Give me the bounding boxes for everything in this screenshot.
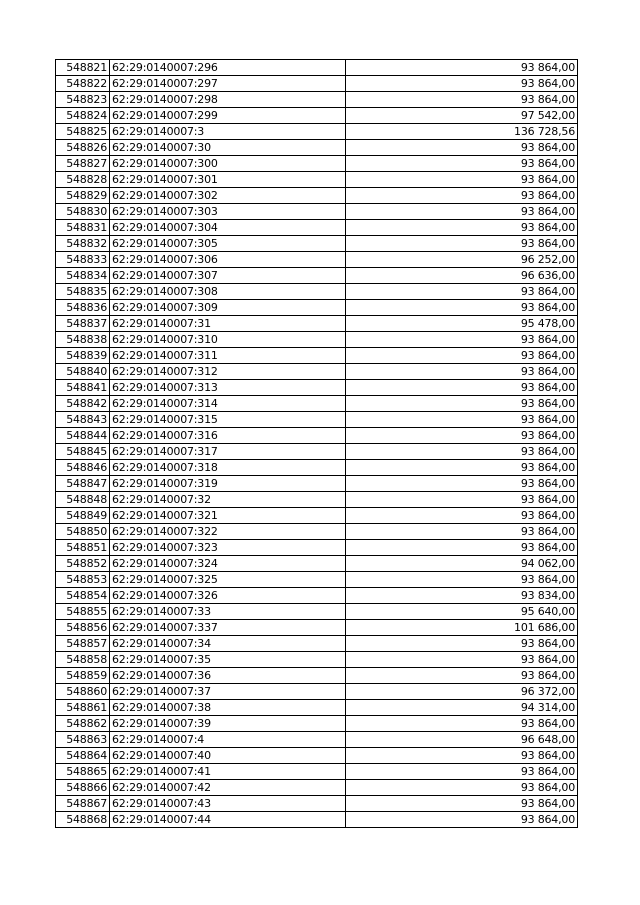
cadastral-number-cell: 62:29:0140007:44 — [110, 812, 346, 828]
row-id-cell: 548865 — [56, 764, 110, 780]
cadastral-number-cell: 62:29:0140007:35 — [110, 652, 346, 668]
table-row — [56, 76, 578, 92]
row-id-cell: 548850 — [56, 524, 110, 540]
table-row — [56, 92, 578, 108]
table-row — [56, 396, 578, 412]
table-row — [56, 732, 578, 748]
table-row — [56, 476, 578, 492]
value-cell: 93 864,00 — [346, 812, 578, 828]
table-row — [56, 332, 578, 348]
cadastral-number-cell: 62:29:0140007:317 — [110, 444, 346, 460]
value-cell: 94 062,00 — [346, 556, 578, 572]
row-id-cell: 548828 — [56, 172, 110, 188]
cadastral-number-cell: 62:29:0140007:305 — [110, 236, 346, 252]
cadastral-number-cell: 62:29:0140007:307 — [110, 268, 346, 284]
table-row — [56, 444, 578, 460]
table-row — [56, 348, 578, 364]
table-row — [56, 636, 578, 652]
value-cell: 136 728,56 — [346, 124, 578, 140]
cadastral-number-cell: 62:29:0140007:322 — [110, 524, 346, 540]
table-row — [56, 652, 578, 668]
value-cell: 93 864,00 — [346, 92, 578, 108]
table-row — [56, 204, 578, 220]
cadastral-number-cell: 62:29:0140007:36 — [110, 668, 346, 684]
cadastral-number-cell: 62:29:0140007:3 — [110, 124, 346, 140]
value-cell: 93 864,00 — [346, 188, 578, 204]
value-cell: 95 640,00 — [346, 604, 578, 620]
value-cell: 96 648,00 — [346, 732, 578, 748]
value-cell: 94 314,00 — [346, 700, 578, 716]
cadastral-number-cell: 62:29:0140007:302 — [110, 188, 346, 204]
value-cell: 93 864,00 — [346, 412, 578, 428]
table-row — [56, 412, 578, 428]
table-row — [56, 156, 578, 172]
value-cell: 93 864,00 — [346, 572, 578, 588]
table-row — [56, 284, 578, 300]
table-row — [56, 748, 578, 764]
value-cell: 93 864,00 — [346, 364, 578, 380]
cadastral-number-cell: 62:29:0140007:315 — [110, 412, 346, 428]
cadastral-number-cell: 62:29:0140007:41 — [110, 764, 346, 780]
row-id-cell: 548866 — [56, 780, 110, 796]
value-cell: 93 864,00 — [346, 76, 578, 92]
row-id-cell: 548825 — [56, 124, 110, 140]
cadastral-number-cell: 62:29:0140007:325 — [110, 572, 346, 588]
row-id-cell: 548859 — [56, 668, 110, 684]
cadastral-number-cell: 62:29:0140007:314 — [110, 396, 346, 412]
table-row — [56, 316, 578, 332]
cadastral-value-table — [55, 59, 578, 828]
row-id-cell: 548853 — [56, 572, 110, 588]
table-row — [56, 236, 578, 252]
row-id-cell: 548830 — [56, 204, 110, 220]
value-cell: 96 372,00 — [346, 684, 578, 700]
row-id-cell: 548842 — [56, 396, 110, 412]
row-id-cell: 548862 — [56, 716, 110, 732]
table-row — [56, 172, 578, 188]
cadastral-number-cell: 62:29:0140007:301 — [110, 172, 346, 188]
row-id-cell: 548858 — [56, 652, 110, 668]
row-id-cell: 548826 — [56, 140, 110, 156]
cadastral-number-cell: 62:29:0140007:32 — [110, 492, 346, 508]
value-cell: 93 864,00 — [346, 380, 578, 396]
table-row — [56, 796, 578, 812]
table-row — [56, 540, 578, 556]
row-id-cell: 548852 — [56, 556, 110, 572]
table-row — [56, 780, 578, 796]
value-cell: 93 864,00 — [346, 60, 578, 76]
value-cell: 93 864,00 — [346, 172, 578, 188]
value-cell: 93 864,00 — [346, 508, 578, 524]
table-row — [56, 764, 578, 780]
row-id-cell: 548847 — [56, 476, 110, 492]
value-cell: 101 686,00 — [346, 620, 578, 636]
value-cell: 93 864,00 — [346, 236, 578, 252]
table-row — [56, 220, 578, 236]
table-row — [56, 604, 578, 620]
cadastral-number-cell: 62:29:0140007:296 — [110, 60, 346, 76]
value-cell: 93 864,00 — [346, 796, 578, 812]
value-cell: 97 542,00 — [346, 108, 578, 124]
table-row — [56, 684, 578, 700]
value-cell: 93 864,00 — [346, 636, 578, 652]
table-row — [56, 572, 578, 588]
value-cell: 96 636,00 — [346, 268, 578, 284]
table-row — [56, 620, 578, 636]
cadastral-number-cell: 62:29:0140007:43 — [110, 796, 346, 812]
row-id-cell: 548861 — [56, 700, 110, 716]
value-cell: 93 864,00 — [346, 652, 578, 668]
row-id-cell: 548856 — [56, 620, 110, 636]
row-id-cell: 548864 — [56, 748, 110, 764]
row-id-cell: 548860 — [56, 684, 110, 700]
table-row — [56, 60, 578, 76]
row-id-cell: 548857 — [56, 636, 110, 652]
value-cell: 93 864,00 — [346, 396, 578, 412]
row-id-cell: 548867 — [56, 796, 110, 812]
cadastral-number-cell: 62:29:0140007:297 — [110, 76, 346, 92]
cadastral-number-cell: 62:29:0140007:42 — [110, 780, 346, 796]
table-row — [56, 252, 578, 268]
cadastral-number-cell: 62:29:0140007:30 — [110, 140, 346, 156]
value-cell: 93 864,00 — [346, 348, 578, 364]
row-id-cell: 548843 — [56, 412, 110, 428]
table-row — [56, 492, 578, 508]
cadastral-number-cell: 62:29:0140007:33 — [110, 604, 346, 620]
cadastral-number-cell: 62:29:0140007:324 — [110, 556, 346, 572]
table-row — [56, 460, 578, 476]
row-id-cell: 548839 — [56, 348, 110, 364]
cadastral-number-cell: 62:29:0140007:37 — [110, 684, 346, 700]
cadastral-number-cell: 62:29:0140007:318 — [110, 460, 346, 476]
cadastral-number-cell: 62:29:0140007:309 — [110, 300, 346, 316]
document-page — [55, 59, 577, 828]
row-id-cell: 548824 — [56, 108, 110, 124]
cadastral-number-cell: 62:29:0140007:337 — [110, 620, 346, 636]
value-cell: 93 864,00 — [346, 748, 578, 764]
value-cell: 93 864,00 — [346, 716, 578, 732]
value-cell: 93 864,00 — [346, 476, 578, 492]
table-row — [56, 364, 578, 380]
cadastral-number-cell: 62:29:0140007:4 — [110, 732, 346, 748]
table-row — [56, 556, 578, 572]
row-id-cell: 548834 — [56, 268, 110, 284]
value-cell: 93 864,00 — [346, 156, 578, 172]
cadastral-number-cell: 62:29:0140007:323 — [110, 540, 346, 556]
value-cell: 95 478,00 — [346, 316, 578, 332]
table-row — [56, 300, 578, 316]
value-cell: 93 864,00 — [346, 492, 578, 508]
row-id-cell: 548844 — [56, 428, 110, 444]
table-body — [56, 60, 578, 828]
value-cell: 96 252,00 — [346, 252, 578, 268]
cadastral-number-cell: 62:29:0140007:39 — [110, 716, 346, 732]
row-id-cell: 548868 — [56, 812, 110, 828]
value-cell: 93 864,00 — [346, 220, 578, 236]
row-id-cell: 548854 — [56, 588, 110, 604]
cadastral-number-cell: 62:29:0140007:306 — [110, 252, 346, 268]
table-row — [56, 428, 578, 444]
cadastral-number-cell: 62:29:0140007:38 — [110, 700, 346, 716]
row-id-cell: 548837 — [56, 316, 110, 332]
value-cell: 93 864,00 — [346, 780, 578, 796]
value-cell: 93 864,00 — [346, 284, 578, 300]
row-id-cell: 548829 — [56, 188, 110, 204]
value-cell: 93 864,00 — [346, 668, 578, 684]
row-id-cell: 548833 — [56, 252, 110, 268]
row-id-cell: 548827 — [56, 156, 110, 172]
table-row — [56, 188, 578, 204]
row-id-cell: 548835 — [56, 284, 110, 300]
table-row — [56, 700, 578, 716]
row-id-cell: 548846 — [56, 460, 110, 476]
value-cell: 93 864,00 — [346, 444, 578, 460]
cadastral-number-cell: 62:29:0140007:308 — [110, 284, 346, 300]
row-id-cell: 548823 — [56, 92, 110, 108]
cadastral-number-cell: 62:29:0140007:312 — [110, 364, 346, 380]
table-row — [56, 380, 578, 396]
row-id-cell: 548851 — [56, 540, 110, 556]
row-id-cell: 548840 — [56, 364, 110, 380]
value-cell: 93 864,00 — [346, 764, 578, 780]
value-cell: 93 864,00 — [346, 300, 578, 316]
cadastral-number-cell: 62:29:0140007:31 — [110, 316, 346, 332]
table-row — [56, 716, 578, 732]
row-id-cell: 548822 — [56, 76, 110, 92]
row-id-cell: 548831 — [56, 220, 110, 236]
table-row — [56, 588, 578, 604]
table-row — [56, 524, 578, 540]
value-cell: 93 834,00 — [346, 588, 578, 604]
row-id-cell: 548832 — [56, 236, 110, 252]
cadastral-number-cell: 62:29:0140007:326 — [110, 588, 346, 604]
row-id-cell: 548821 — [56, 60, 110, 76]
cadastral-number-cell: 62:29:0140007:313 — [110, 380, 346, 396]
value-cell: 93 864,00 — [346, 332, 578, 348]
cadastral-number-cell: 62:29:0140007:300 — [110, 156, 346, 172]
cadastral-number-cell: 62:29:0140007:321 — [110, 508, 346, 524]
table-row — [56, 108, 578, 124]
table-row — [56, 508, 578, 524]
row-id-cell: 548863 — [56, 732, 110, 748]
row-id-cell: 548841 — [56, 380, 110, 396]
cadastral-number-cell: 62:29:0140007:316 — [110, 428, 346, 444]
cadastral-number-cell: 62:29:0140007:40 — [110, 748, 346, 764]
row-id-cell: 548838 — [56, 332, 110, 348]
value-cell: 93 864,00 — [346, 540, 578, 556]
cadastral-number-cell: 62:29:0140007:310 — [110, 332, 346, 348]
row-id-cell: 548848 — [56, 492, 110, 508]
value-cell: 93 864,00 — [346, 460, 578, 476]
table-row — [56, 140, 578, 156]
cadastral-number-cell: 62:29:0140007:303 — [110, 204, 346, 220]
cadastral-number-cell: 62:29:0140007:34 — [110, 636, 346, 652]
row-id-cell: 548849 — [56, 508, 110, 524]
cadastral-number-cell: 62:29:0140007:311 — [110, 348, 346, 364]
table-row — [56, 124, 578, 140]
value-cell: 93 864,00 — [346, 204, 578, 220]
value-cell: 93 864,00 — [346, 428, 578, 444]
table-row — [56, 812, 578, 828]
row-id-cell: 548845 — [56, 444, 110, 460]
cadastral-number-cell: 62:29:0140007:298 — [110, 92, 346, 108]
table-row — [56, 268, 578, 284]
cadastral-number-cell: 62:29:0140007:304 — [110, 220, 346, 236]
table-row — [56, 668, 578, 684]
row-id-cell: 548855 — [56, 604, 110, 620]
value-cell: 93 864,00 — [346, 140, 578, 156]
cadastral-number-cell: 62:29:0140007:319 — [110, 476, 346, 492]
row-id-cell: 548836 — [56, 300, 110, 316]
value-cell: 93 864,00 — [346, 524, 578, 540]
cadastral-number-cell: 62:29:0140007:299 — [110, 108, 346, 124]
